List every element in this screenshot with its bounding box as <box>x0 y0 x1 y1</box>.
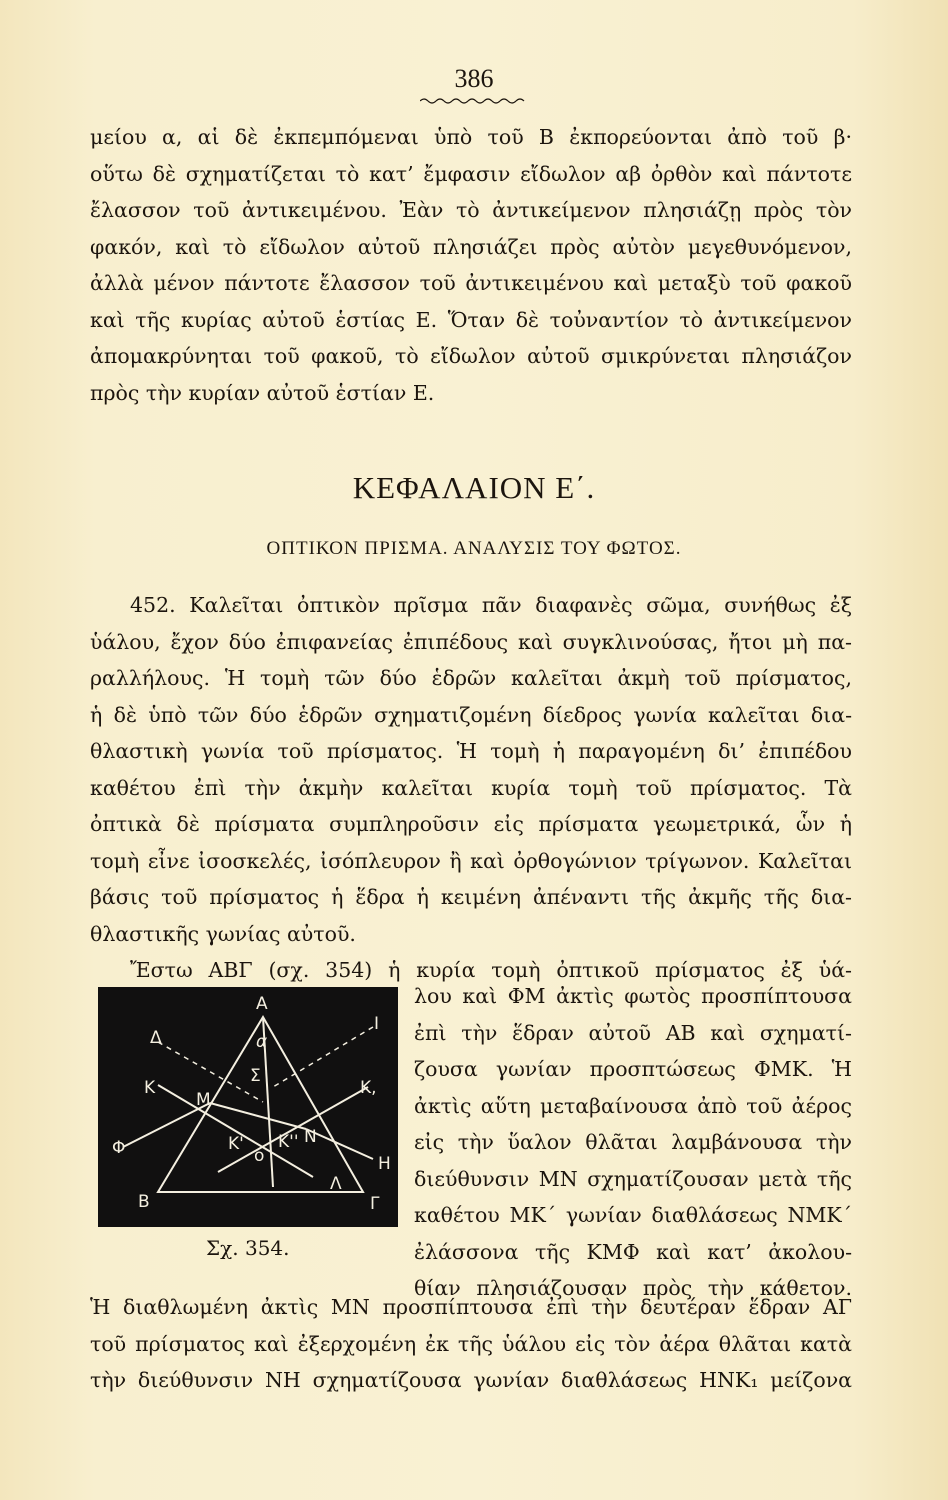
label-Kp: Κ' <box>228 1134 244 1154</box>
text-line: μείου α, αἱ δὲ ἐκπεμπόμεναι ὑπὸ τοῦ Β ἐκπορεύονται ἀπὸ τοῦ β· <box>90 125 852 149</box>
text-line: ζουσα γωνίαν προσπτώσεως ΦΜΚ. Ἡ <box>414 1057 852 1081</box>
text-line: βάσις τοῦ πρίσματος ἡ ἕδρα ἡ κειμένη ἀπέναντι τῆς ἀκμῆς τῆς δια- <box>90 885 852 909</box>
label-Kpp: Κ'' <box>278 1132 299 1152</box>
text-line: τομὴ εἶνε ἰσοσκελές, ἰσόπλευρον ἢ καὶ ὀρθογώνιον τρίγωνον. Καλεῖται <box>90 848 852 873</box>
figure-caption: Σχ. 354. <box>206 1236 290 1260</box>
label-G: Γ <box>370 1194 380 1214</box>
label-K1: Κ, <box>360 1078 377 1098</box>
text-line: θλαστικῆς γωνίας αὐτοῦ. <box>90 921 356 946</box>
text-line: ἐλάσσονα τῆς ΚΜΦ καὶ κατ’ ἀκολου- <box>414 1239 852 1264</box>
text-line: οὕτω δὲ σχηματίζεται τὸ κατ’ ἔμφασιν εἴδωλον αβ ὀρθὸν καὶ πάντοτε <box>90 161 852 186</box>
label-A: Α <box>256 994 268 1014</box>
page-number: 386 <box>454 64 494 93</box>
text-line: ἀλλὰ μένον πάντοτε ἔλασσον τοῦ ἀντικειμένου καὶ μεταξὺ τοῦ φακοῦ <box>90 271 852 295</box>
text-line: Ἡ διαθλωμένη ἀκτὶς ΜΝ προσπίπτουσα ἐπὶ τὴν δευτέραν ἕδραν ΑΓ <box>90 1295 852 1319</box>
label-a: α <box>256 1032 268 1052</box>
text-line: ραλλήλους. Ἡ τομὴ τῶν δύο ἑδρῶν καλεῖται ἀκμὴ τοῦ πρίσματος, <box>90 666 852 690</box>
text-line: εἰς τὴν ὕαλον θλᾶται λαμβάνουσα τὴν <box>414 1130 852 1154</box>
top-paragraph <box>90 119 852 411</box>
label-H: Η <box>378 1154 391 1174</box>
text-line: ὑάλου, ἔχον δύο ἐπιφανείας ἐπιπέδους καὶ συγκλινούσας, ἤτοι μὴ πα- <box>90 629 852 654</box>
text-line: λου καὶ ΦΜ ἀκτὶς φωτὸς προσπίπτουσα <box>414 984 852 1008</box>
text-line: τοῦ πρίσματος καὶ ἐξερχομένη ἐκ τῆς ὑάλου εἰς τὸν ἀέρα θλᾶται κατὰ <box>90 1331 852 1356</box>
text-line: ἔλασσον τοῦ ἀντικειμένου. Ἐὰν τὸ ἀντικείμενον πλησιάζῃ πρὸς τὸν <box>90 198 852 222</box>
label-o: ο <box>254 1146 265 1166</box>
label-K: Κ <box>144 1078 156 1098</box>
normal-line <box>218 1087 368 1172</box>
text-line: καθέτου ΜΚ΄ γωνίαν διαθλάσεως ΝΜΚ΄ <box>414 1203 852 1227</box>
bottom-paragraph <box>90 1289 852 1399</box>
label-L: Λ <box>330 1174 342 1194</box>
section-452 <box>90 587 852 989</box>
text-line: φακόν, καὶ τὸ εἴδωλον αὐτοῦ πλησιάζει πρὸς αὐτὸν μεγεθυνόμενον, <box>90 234 852 259</box>
text-line: θλαστικὴ γωνία τοῦ πρίσματος. Ἡ τομὴ ἡ παραγομένη δι’ ἐπιπέδου <box>90 739 852 763</box>
text-line: ἀπομακρύνηται τοῦ φακοῦ, τὸ εἴδωλον αὐτοῦ σμικρύνεται πλησιάζον <box>90 344 852 368</box>
label-N: Ν <box>304 1127 317 1147</box>
prism-diagram <box>98 987 398 1227</box>
text-line: ἀκτὶς αὕτη μεταβαίνουσα ἀπὸ τοῦ ἀέρος <box>414 1093 852 1118</box>
label-D: Δ <box>150 1028 162 1048</box>
label-B: Β <box>138 1192 150 1212</box>
text-line: διεύθυνσιν ΜΝ σχηματίζουσαν μετὰ τῆς <box>414 1166 852 1191</box>
dashed-extension <box>273 1027 373 1087</box>
label-I: Ι <box>374 1014 380 1034</box>
text-line: ἐπὶ τὴν ἕδραν αὐτοῦ ΑΒ καὶ σχηματί- <box>414 1020 852 1045</box>
text-line: πρὸς τὴν κυρίαν αὐτοῦ ἑστίαν Ε. <box>90 380 435 405</box>
chapter-title: ΚΕΦΑΛΑΙΟΝ Ε΄. <box>352 470 596 505</box>
text-line: καθέτου ἐπὶ τὴν ἀκμὴν καλεῖται κυρία τομὴ τοῦ πρίσματος. Τὰ <box>90 775 852 800</box>
text-line: καὶ τῆς κυρίας αὐτοῦ ἑστίας Ε. Ὅταν δὲ τοὐναντίον τὸ ἀντικείμενον <box>90 307 852 332</box>
text-line: Ἔστω ΑΒΓ (σχ. 354) ἡ κυρία τομὴ ὀπτικοῦ πρίσματος ἐξ ὑά- <box>130 958 852 982</box>
text-line: 452. Καλεῖται ὀπτικὸν πρῖσμα πᾶν διαφανὲς σῶμα, συνήθως ἐξ <box>130 593 852 617</box>
wavy-rule-ornament <box>420 96 526 106</box>
text-line: θίαν πλησιάζουσαν πρὸς τὴν κάθετον. <box>414 1276 852 1300</box>
chapter-subtitle: ΟΠΤΙΚΟΝ ΠΡΙΣΜΑ. ΑΝΑΛΥΣΙΣ ΤΟΥ ΦΩΤΟΣ. <box>266 538 682 559</box>
label-S: Σ <box>250 1066 261 1086</box>
prism-figure <box>98 987 398 1227</box>
text-line: τὴν διεύθυνσιν ΝΗ σχηματίζουσα γωνίαν διαθλάσεως ΗΝΚ₁ μείζονα <box>90 1368 852 1392</box>
wrapped-text-block <box>414 978 852 1307</box>
text-line: ἡ δὲ ὑπὸ τῶν δύο ἑδρῶν σχηματιζομένη δίεδρος γωνία καλεῖται δια- <box>90 702 852 727</box>
label-F: Φ <box>112 1138 126 1158</box>
text-line: ὀπτικὰ δὲ πρίσματα συμπληροῦσιν εἰς πρίσματα γεωμετρικά, ὧν ἡ <box>90 812 852 836</box>
label-M: Μ <box>196 1090 211 1110</box>
